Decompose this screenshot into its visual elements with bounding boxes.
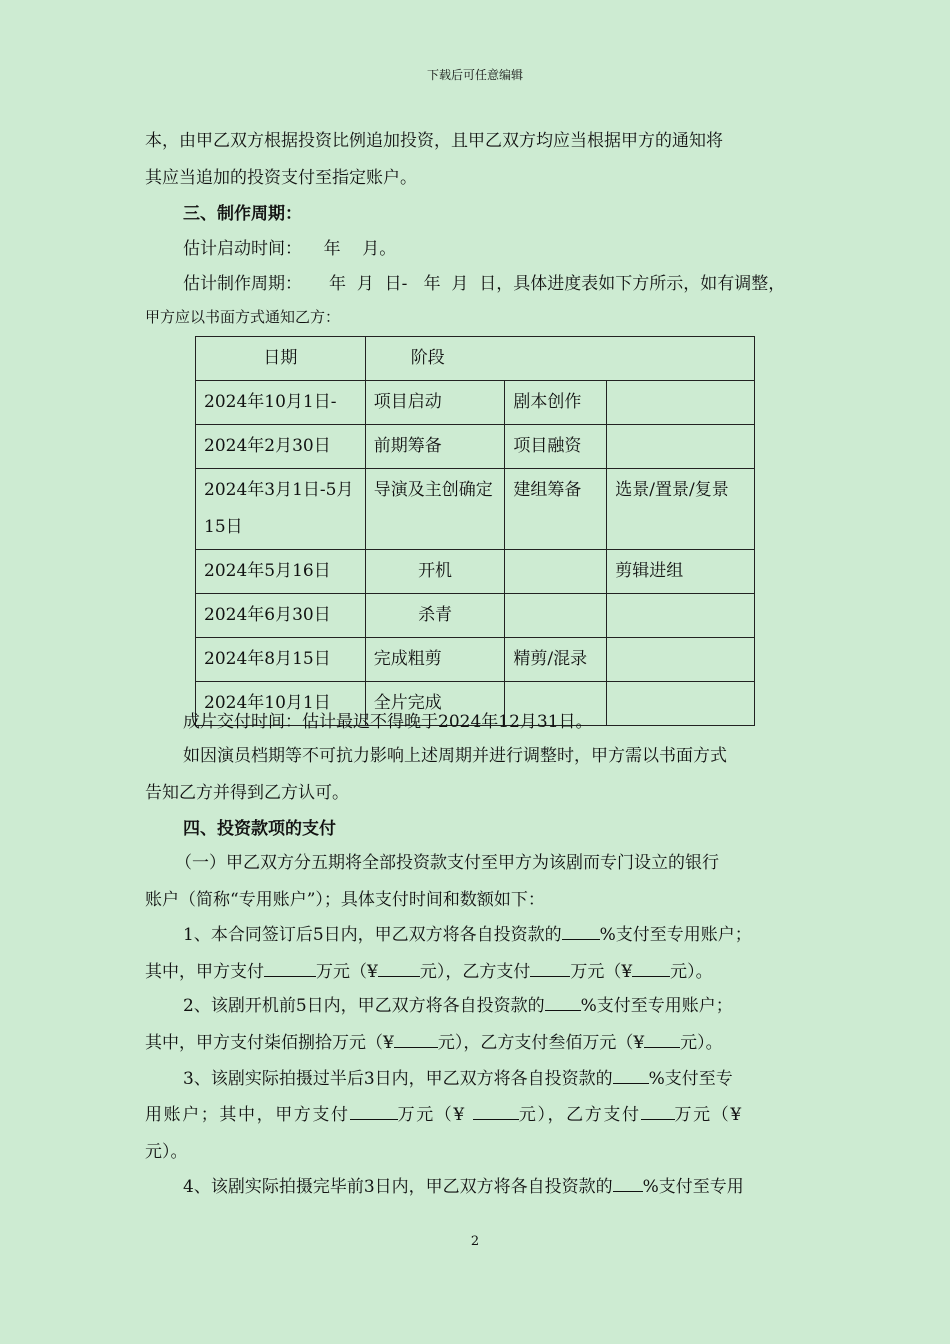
page-number: 2 <box>470 1234 480 1249</box>
table-cell-date: 2024年8月15日 <box>196 638 366 682</box>
table-cell: 剪辑进组 <box>607 550 755 594</box>
blank-field <box>394 1031 438 1048</box>
payment-item-3-amounts <box>145 1100 743 1125</box>
section-4-title: 四、投资款项的支付 <box>183 819 336 839</box>
payment-item-2-amounts <box>145 1028 723 1053</box>
item-text: %支付至专用账户； <box>580 996 733 1016</box>
item-text: 元）。 <box>680 1033 723 1053</box>
item-text: 其中，甲方支付柒佰捌拾万元（¥ <box>145 1033 394 1053</box>
table-cell: 项目融资 <box>505 425 607 469</box>
table-cell: 选景/置景/复景 <box>607 469 755 550</box>
payment-item-3-end: 元）。 <box>145 1142 188 1162</box>
table-cell: 全片完成 <box>365 682 505 726</box>
paragraph-line: 其应当追加的投资支付至指定账户。 <box>145 168 417 188</box>
table-cell: 前期筹备 <box>365 425 505 469</box>
start-time-line: 估计启动时间： 年 月。 <box>183 239 397 259</box>
blank-field <box>613 1067 649 1084</box>
table-cell <box>607 638 755 682</box>
item-text: 元），乙方支付 <box>518 1105 641 1125</box>
table-header-stage: 阶段 <box>365 337 754 381</box>
item-text: %支付至专用 <box>642 1177 744 1197</box>
item-text: 1、本合同签订后5日内，甲乙双方将各自投资款的 <box>183 925 562 945</box>
item-text: %支付至专用账户； <box>599 925 752 945</box>
blank-field <box>644 1031 680 1048</box>
table-header-row <box>196 337 755 381</box>
payment-item-1-amounts <box>145 957 713 982</box>
section-3-title: 三、制作周期： <box>183 204 302 224</box>
table-row <box>196 469 755 550</box>
table-cell <box>505 594 607 638</box>
payment-item-2 <box>183 991 733 1016</box>
item-text: 元），乙方支付叁佰万元（¥ <box>437 1033 645 1053</box>
blank-field <box>641 1103 675 1120</box>
table-cell <box>607 682 755 726</box>
table-cell <box>607 425 755 469</box>
table-row <box>196 638 755 682</box>
table-header-date: 日期 <box>196 337 366 381</box>
blank-field <box>350 1103 398 1120</box>
table-row <box>196 550 755 594</box>
blank-field <box>473 1103 519 1120</box>
item-text: 3、该剧实际拍摄过半后3日内，甲乙双方将各自投资款的 <box>183 1069 613 1089</box>
blank-field <box>562 923 600 940</box>
table-cell: 精剪/混录 <box>505 638 607 682</box>
item-text: 万元（¥ <box>316 962 378 982</box>
item-text: 2、该剧开机前5日内，甲乙双方将各自投资款的 <box>183 996 545 1016</box>
table-cell: 开机 <box>365 550 505 594</box>
blank-field <box>530 960 570 977</box>
table-cell: 建组筹备 <box>505 469 607 550</box>
item-text: 4、该剧实际拍摄完毕前3日内，甲乙双方将各自投资款的 <box>183 1177 613 1197</box>
item-text: 用账户；其中，甲方支付 <box>145 1105 350 1125</box>
table-cell-date: 2024年3月1日-5月15日 <box>196 469 366 550</box>
production-period-line: 估计制作周期： 年 月 日- 年 月 日，具体进度表如下方所示，如有调整， <box>183 274 786 294</box>
item-text: %支付至专 <box>648 1069 733 1089</box>
item-text: 万元（¥ <box>570 962 633 982</box>
item-text: 元），乙方支付 <box>419 962 531 982</box>
payment-item-4 <box>183 1172 744 1197</box>
table-cell: 项目启动 <box>365 381 505 425</box>
table-cell-date: 2024年5月16日 <box>196 550 366 594</box>
schedule-table <box>195 336 755 726</box>
paragraph-line: 账户（简称“专用账户”）；具体支付时间和数额如下： <box>145 890 545 910</box>
delivery-time-line: 成片交付时间：估计最迟不得晚于2024年12月31日。 <box>183 712 593 732</box>
table-row <box>196 381 755 425</box>
paragraph-line: 如因演员档期等不可抗力影响上述周期并进行调整时，甲方需以书面方式 <box>183 746 727 766</box>
table-cell <box>505 550 607 594</box>
table-cell: 杀青 <box>365 594 505 638</box>
payment-item-1 <box>183 920 752 945</box>
table-cell: 剧本创作 <box>505 381 607 425</box>
header-note: 下载后可任意编辑 <box>426 68 523 82</box>
item-text: 万元（¥ <box>674 1105 743 1125</box>
blank-field <box>545 994 581 1011</box>
table-cell: 导演及主创确定 <box>365 469 505 550</box>
table-cell <box>607 381 755 425</box>
production-period-line-2: 甲方应以书面方式通知乙方： <box>145 308 341 326</box>
item-text: 万元（¥ <box>397 1105 473 1125</box>
table-cell-date: 2024年2月30日 <box>196 425 366 469</box>
paragraph-line: 告知乙方并得到乙方认可。 <box>145 783 349 803</box>
table-cell-date: 2024年6月30日 <box>196 594 366 638</box>
blank-field <box>613 1175 643 1192</box>
table-row <box>196 594 755 638</box>
paragraph-line: （一）甲乙双方分五期将全部投资款支付至甲方为该剧而专门设立的银行 <box>175 853 719 873</box>
table-cell <box>607 594 755 638</box>
blank-field <box>378 960 420 977</box>
table-row <box>196 425 755 469</box>
payment-item-3 <box>183 1064 733 1089</box>
paragraph-line: 本，由甲乙双方根据投资比例追加投资，且甲乙双方均应当根据甲方的通知将 <box>145 131 723 151</box>
item-text: 其中，甲方支付 <box>145 962 264 982</box>
table-cell-date: 2024年10月1日 <box>196 682 366 726</box>
item-text: 元）。 <box>670 962 713 982</box>
blank-field <box>264 960 316 977</box>
blank-field <box>632 960 670 977</box>
table-cell-date: 2024年10月1日- <box>196 381 366 425</box>
table-cell: 完成粗剪 <box>365 638 505 682</box>
